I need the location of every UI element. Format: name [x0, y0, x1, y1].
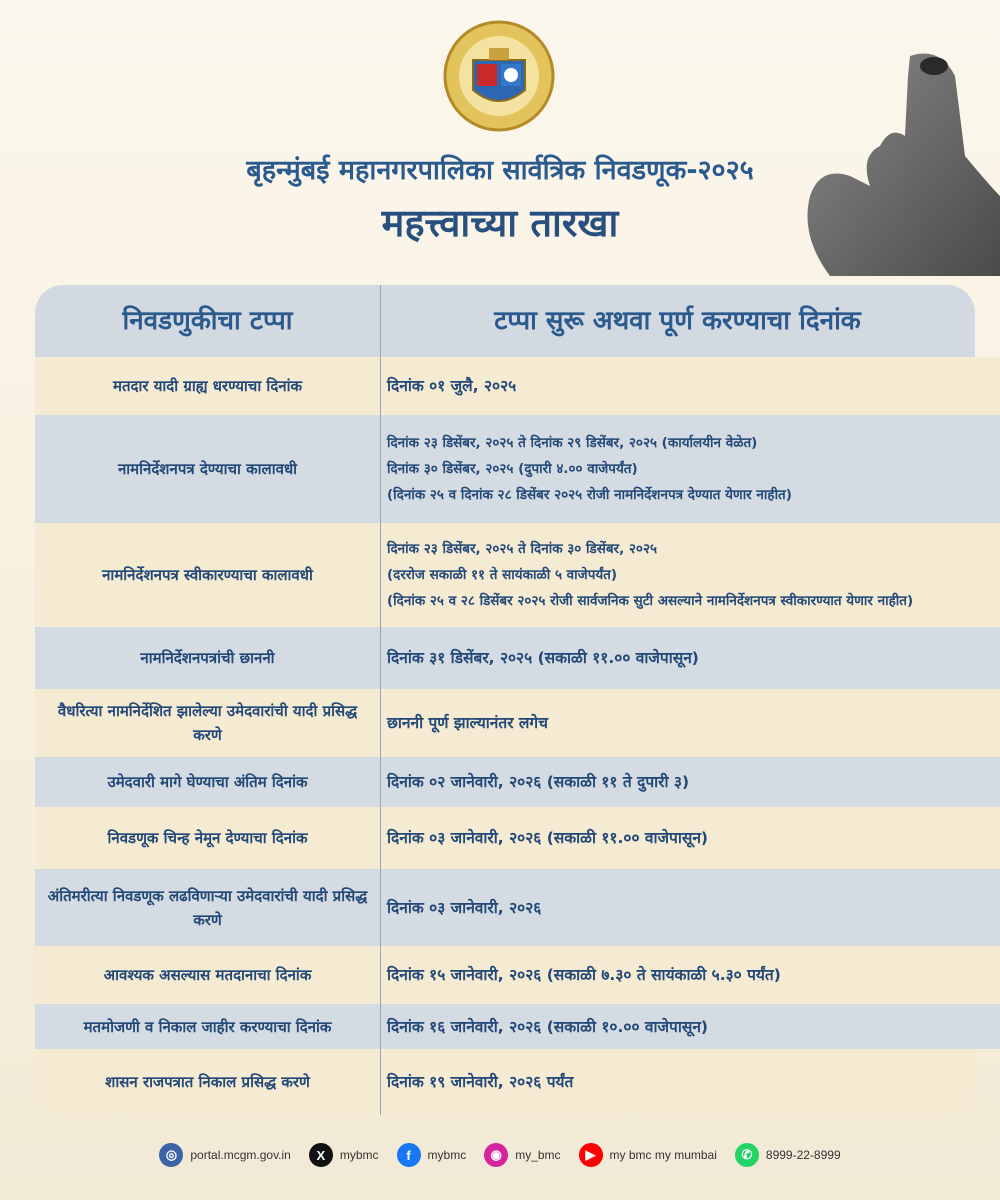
- footer-link-x[interactable]: [309, 1143, 379, 1167]
- stage-cell: मतमोजणी व निकाल जाहीर करण्याचा दिनांक: [83, 1017, 332, 1036]
- date-cell: [387, 1004, 1000, 1049]
- date-line: दिनांक ०२ जानेवारी, २०२६ (सकाळी ११ ते दुपारी ३): [387, 773, 690, 791]
- table-row: [35, 1049, 975, 1115]
- date-line: दिनांक ३० डिसेंबर, २०२५ (दुपारी ४.०० वाजेपर्यंत): [387, 461, 638, 477]
- stage-cell: नामनिर्देशनपत्र देण्याचा कालावधी: [117, 460, 298, 478]
- footer-link-globe[interactable]: [159, 1143, 290, 1167]
- date-line: दिनांक १५ जानेवारी, २०२६ (सकाळी ७.३० ते सायंकाळी ५.३० पर्यंत): [387, 966, 781, 984]
- youtube-icon: ▶: [579, 1143, 603, 1167]
- table-row: [35, 1004, 1000, 1049]
- table-row: [35, 807, 1000, 869]
- footer-label: my_bmc: [515, 1148, 561, 1162]
- stage-cell: अंतिमरीत्या निवडणूक लढविणाऱ्या उमेदवारांची यादी प्रसिद्ध करणे: [47, 886, 368, 929]
- footer-link-whatsapp[interactable]: [735, 1143, 841, 1167]
- date-line: (दररोज सकाळी ११ ते सायंकाळी ५ वाजेपर्यंत): [387, 567, 618, 583]
- stage-cell: नामनिर्देशनपत्रांची छाननी: [140, 649, 275, 667]
- date-line: छाननी पूर्ण झाल्यानंतर लगेच: [387, 714, 548, 732]
- date-line: दिनांक ०३ जानेवारी, २०२६ (सकाळी ११.०० वाजेपासून): [387, 829, 709, 847]
- footer-link-youtube[interactable]: [579, 1143, 717, 1167]
- page-title: बृहन्मुंबई महानगरपालिका सार्वत्रिक निवडणूक-२०२५: [246, 155, 754, 186]
- page-subtitle: महत्त्वाच्या तारखा: [381, 201, 619, 245]
- date-cell: [387, 357, 1000, 415]
- column-header-stage: निवडणुकीचा टप्पा: [122, 306, 293, 336]
- footer-link-facebook[interactable]: [397, 1143, 467, 1167]
- date-cell: [387, 627, 1000, 689]
- table-row: [35, 689, 1000, 757]
- globe-icon: ◎: [159, 1143, 183, 1167]
- whatsapp-icon: ✆: [735, 1143, 759, 1167]
- table-row: [35, 627, 1000, 689]
- date-cell: [387, 689, 1000, 757]
- date-line: दिनांक १९ जानेवारी, २०२६ पर्यंत: [387, 1073, 574, 1091]
- date-cell: [387, 946, 1000, 1004]
- table-row: [35, 357, 1000, 415]
- date-line: (दिनांक २५ व दिनांक २८ डिसेंबर २०२५ रोजी नामनिर्देशनपत्र देण्यात येणार नाहीत): [387, 487, 792, 503]
- stage-cell: शासन राजपत्रात निकाल प्रसिद्ध करणे: [105, 1073, 310, 1091]
- footer-label: mybmc: [339, 1148, 379, 1162]
- facebook-icon: f: [397, 1143, 421, 1167]
- table-row: [35, 946, 1000, 1004]
- stage-cell: मतदार यादी ग्राह्य धरण्याचा दिनांक: [112, 377, 303, 395]
- footer-label: mybmc: [427, 1148, 467, 1162]
- table-row: [35, 757, 1000, 807]
- table-row: [35, 523, 1000, 627]
- table-header: [35, 285, 975, 357]
- date-line: दिनांक ०१ जुलै, २०२५: [387, 377, 517, 395]
- date-cell: [387, 523, 1000, 627]
- date-line: दिनांक २३ डिसेंबर, २०२५ ते दिनांक २९ डिसेंबर, २०२५ (कार्यालयीन वेळेत): [387, 435, 758, 451]
- date-cell: [387, 757, 1000, 807]
- footer-label: my bmc my mumbai: [609, 1148, 717, 1162]
- table-row: [35, 869, 1000, 946]
- stage-cell: निवडणूक चिन्ह नेमून देण्याचा दिनांक: [107, 829, 308, 847]
- date-cell: [387, 807, 1000, 869]
- date-line: दिनांक १६ जानेवारी, २०२६ (सकाळी १०.०० वाजेपासून): [387, 1017, 709, 1036]
- footer-label: portal.mcgm.gov.in: [190, 1148, 291, 1162]
- date-line: दिनांक ०३ जानेवारी, २०२६: [387, 898, 542, 917]
- column-divider: [380, 285, 381, 1115]
- footer: [0, 1140, 1000, 1170]
- date-cell: [387, 1049, 975, 1115]
- date-line: दिनांक २३ डिसेंबर, २०२५ ते दिनांक ३० डिसेंबर, २०२५: [387, 541, 657, 557]
- footer-link-instagram[interactable]: [484, 1143, 560, 1167]
- stage-cell: नामनिर्देशनपत्र स्वीकारण्याचा कालावधी: [102, 566, 313, 584]
- stage-cell: उमेदवारी मागे घेण्याचा अंतिम दिनांक: [107, 773, 308, 791]
- x-icon: X: [309, 1143, 333, 1167]
- column-header-date: टप्पा सुरू अथवा पूर्ण करण्याचा दिनांक: [494, 306, 861, 336]
- date-line: (दिनांक २५ व २८ डिसेंबर २०२५ रोजी सार्वजनिक सुटी असल्याने नामनिर्देशनपत्र स्वीकारण्यात येणार नाहीत): [387, 593, 914, 609]
- bmc-logo: [443, 20, 555, 132]
- footer-label: 8999-22-8999: [765, 1148, 841, 1162]
- date-cell: [387, 415, 1000, 523]
- table-row: [35, 415, 1000, 523]
- stage-cell: आवश्यक असल्यास मतदानाचा दिनांक: [103, 966, 312, 984]
- stage-cell: वैधरित्या नामनिर्देशित झालेल्या उमेदवारांची यादी प्रसिद्ध करणे: [57, 702, 358, 744]
- date-cell: [387, 869, 1000, 946]
- instagram-icon: ◉: [484, 1143, 508, 1167]
- date-line: दिनांक ३१ डिसेंबर, २०२५ (सकाळी ११.०० वाजेपासून): [387, 649, 699, 667]
